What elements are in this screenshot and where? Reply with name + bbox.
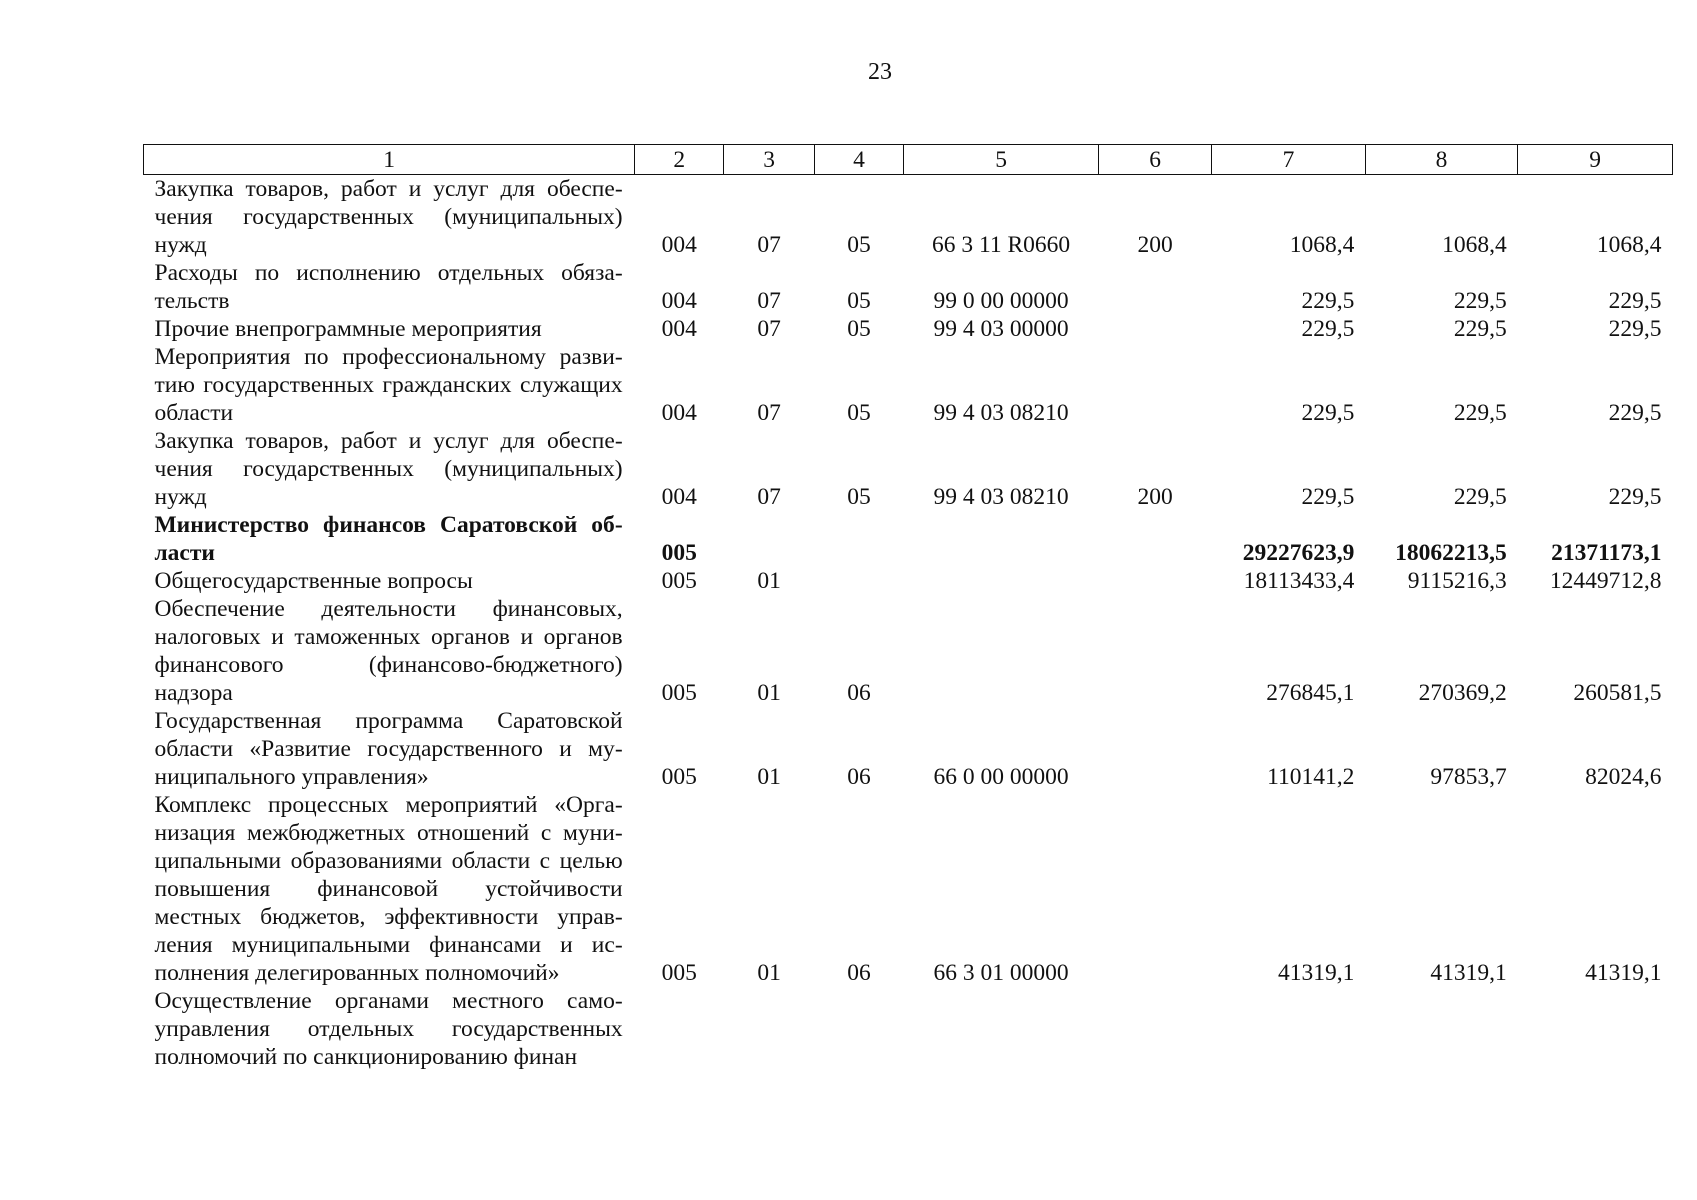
amount-year-2-cell (1365, 987, 1517, 1071)
target-article-cell: 66 0 00 00000 (933, 764, 1069, 790)
subsection-2-code-cell: 06 (847, 764, 871, 790)
amount-year-2-cell: 229,5 (1453, 316, 1507, 342)
subsection-2-code-cell: 06 (847, 680, 871, 706)
amount-year-3-cell: 260581,5 (1573, 680, 1662, 706)
amount-year-3-cell (1518, 987, 1673, 1071)
amount-year-3-cell: 1068,4 (1596, 232, 1662, 258)
item-name-text: Расходы по исполнению отдельных обязательств (154, 260, 623, 314)
amount-year-2-cell: 270369,2 (1418, 680, 1507, 706)
subsection-2-code-cell (814, 511, 903, 567)
expense-type-cell (1099, 315, 1212, 343)
section-code-cell: 004 (661, 484, 697, 510)
subsection-code-cell: 01 (757, 680, 781, 706)
item-name-text: Закупка товаров, работ и услуг для обеспечения государственных (муниципальных) нужд (154, 428, 623, 510)
subsection-code-cell: 07 (757, 316, 781, 342)
expense-type-cell (1099, 707, 1212, 791)
column-header: 2 (635, 145, 724, 175)
subsection-code-cell: 01 (757, 764, 781, 790)
row-general-state-issues (144, 567, 1673, 595)
subsection-code-cell (724, 987, 814, 1071)
subsection-code-cell: 01 (757, 568, 781, 594)
row-ministry-of-finance (144, 511, 1673, 567)
row-local-self-government-powers (144, 987, 1673, 1071)
amount-year-2-cell: 1068,4 (1442, 232, 1507, 258)
column-header: 1 (144, 145, 635, 175)
item-name-cell (144, 511, 635, 567)
amount-year-1-cell (1212, 987, 1366, 1071)
section-code-cell (635, 987, 724, 1071)
target-article-cell (904, 511, 1099, 567)
amount-year-3-cell: 229,5 (1608, 316, 1662, 342)
amount-year-1-cell: 41319,1 (1277, 960, 1355, 986)
section-code-cell: 005 (661, 568, 697, 594)
target-article-cell: 99 4 03 00000 (933, 316, 1069, 342)
row-civil-servants-professional-development (144, 343, 1673, 427)
section-code-cell: 004 (661, 316, 697, 342)
item-name-text: Министерство финансов Саратовской области (154, 512, 623, 566)
amount-year-2-cell: 229,5 (1453, 484, 1507, 510)
item-name-cell (144, 343, 635, 427)
target-article-cell (904, 567, 1099, 595)
item-name-cell (144, 567, 635, 595)
row-procurement-goods-works-services (144, 175, 1673, 260)
amount-year-3-cell: 21371173,1 (1551, 540, 1662, 566)
amount-year-2-cell: 229,5 (1453, 288, 1507, 314)
expense-type-cell (1099, 567, 1212, 595)
item-name-cell (144, 315, 635, 343)
section-code-cell: 005 (661, 764, 697, 790)
item-name-cell (144, 259, 635, 315)
item-name-cell (144, 791, 635, 987)
row-financial-bodies-support (144, 595, 1673, 707)
subsection-2-code-cell: 05 (847, 232, 871, 258)
subsection-2-code-cell (814, 987, 903, 1071)
row-state-program-governance (144, 707, 1673, 791)
expense-type-cell (1099, 343, 1212, 427)
amount-year-3-cell: 12449712,8 (1549, 568, 1662, 594)
item-name-text: Прочие внепрограммные мероприятия (154, 316, 542, 342)
amount-year-1-cell: 276845,1 (1266, 680, 1355, 706)
item-name-cell (144, 175, 635, 260)
amount-year-1-cell: 29227623,9 (1242, 540, 1355, 566)
subsection-code-cell: 01 (757, 960, 781, 986)
subsection-code-cell: 07 (757, 400, 781, 426)
subsection-code-cell: 07 (757, 232, 781, 258)
expense-type-cell (1099, 987, 1212, 1071)
amount-year-2-cell: 18062213,5 (1395, 540, 1507, 566)
column-header: 5 (904, 145, 1099, 175)
item-name-text: Общегосударственные вопросы (154, 568, 473, 594)
amount-year-1-cell: 110141,2 (1267, 764, 1355, 790)
expense-type-cell (1099, 791, 1212, 987)
subsection-2-code-cell: 05 (847, 400, 871, 426)
amount-year-2-cell: 41319,1 (1430, 960, 1507, 986)
row-procurement-goods-works-services-2 (144, 427, 1673, 511)
amount-year-1-cell: 229,5 (1301, 288, 1355, 314)
section-code-cell: 004 (661, 400, 697, 426)
subsection-code-cell: 07 (757, 288, 781, 314)
expense-type-cell (1099, 595, 1212, 707)
item-name-cell (144, 987, 635, 1071)
amount-year-2-cell: 9115216,3 (1407, 568, 1507, 594)
target-article-cell: 99 0 00 00000 (933, 288, 1069, 314)
row-other-non-program-activities (144, 315, 1673, 343)
subsection-code-cell: 07 (757, 484, 781, 510)
page-number: 23 (868, 59, 892, 85)
amount-year-3-cell: 229,5 (1608, 484, 1662, 510)
column-header: 3 (724, 145, 814, 175)
section-code-cell: 005 (661, 960, 697, 986)
amount-year-2-cell: 229,5 (1453, 400, 1507, 426)
item-name-text: Комплекс процессных мероприятий «Организация межбюджетных отношений с муниципальными образованиями области с целью повышения финансовой устойчивости местных бюджетов, эффективности управления муниципальными финансами и исполнения делегированных полномочий» (154, 792, 623, 986)
amount-year-1-cell: 229,5 (1301, 316, 1355, 342)
amount-year-2-cell: 97853,7 (1430, 764, 1507, 790)
column-number-header (144, 145, 1673, 175)
item-name-text: Закупка товаров, работ и услуг для обеспечения государственных (муниципальных) нужд (154, 176, 623, 258)
section-code-cell: 004 (661, 232, 697, 258)
column-header: 9 (1518, 145, 1673, 175)
subsection-2-code-cell (814, 567, 903, 595)
item-name-text: Обеспечение деятельности финансовых, налоговых и таможенных органов и органов финансового (финансово-бюджетного) надзора (154, 596, 623, 706)
target-article-cell (904, 595, 1099, 707)
target-article-cell: 66 3 11 R0660 (931, 232, 1071, 258)
expense-type-cell: 200 (1137, 232, 1173, 258)
amount-year-3-cell: 82024,6 (1585, 764, 1662, 790)
table-body (144, 175, 1673, 1072)
expense-type-cell: 200 (1137, 484, 1173, 510)
column-header: 6 (1099, 145, 1212, 175)
item-name-cell (144, 707, 635, 791)
amount-year-3-cell: 229,5 (1608, 288, 1662, 314)
row-separate-obligations-expenses (144, 259, 1673, 315)
item-name-text: Государственная программа Саратовской области «Развитие государственного и муниципального управления» (154, 708, 623, 790)
section-code-cell: 005 (661, 680, 697, 706)
target-article-cell: 99 4 03 08210 (933, 484, 1069, 510)
column-header: 4 (814, 145, 903, 175)
amount-year-1-cell: 229,5 (1301, 484, 1355, 510)
subsection-code-cell (724, 511, 814, 567)
target-article-cell: 99 4 03 08210 (933, 400, 1069, 426)
subsection-2-code-cell: 05 (847, 288, 871, 314)
target-article-cell: 66 3 01 00000 (933, 960, 1069, 986)
expense-type-cell (1099, 511, 1212, 567)
expense-type-cell (1099, 259, 1212, 315)
section-code-cell: 004 (661, 288, 697, 314)
subsection-2-code-cell: 06 (847, 960, 871, 986)
amount-year-1-cell: 229,5 (1301, 400, 1355, 426)
section-code-cell: 005 (661, 540, 697, 566)
column-header: 7 (1212, 145, 1366, 175)
amount-year-3-cell: 41319,1 (1585, 960, 1662, 986)
item-name-cell (144, 427, 635, 511)
row-interbudget-relations-complex (144, 791, 1673, 987)
budget-table (143, 144, 1673, 1071)
subsection-2-code-cell: 05 (847, 484, 871, 510)
item-name-cell (144, 595, 635, 707)
amount-year-1-cell: 1068,4 (1289, 232, 1355, 258)
amount-year-1-cell: 18113433,4 (1243, 568, 1355, 594)
item-name-text: Мероприятия по профессиональному развитию государственных гражданских служащих области (154, 344, 623, 426)
target-article-cell (904, 987, 1099, 1071)
subsection-2-code-cell: 05 (847, 316, 871, 342)
amount-year-3-cell: 229,5 (1608, 400, 1662, 426)
column-header: 8 (1365, 145, 1517, 175)
item-name-text: Осуществление органами местного самоуправления отдельных государственных полномочий по санкционированию финан (154, 988, 623, 1070)
